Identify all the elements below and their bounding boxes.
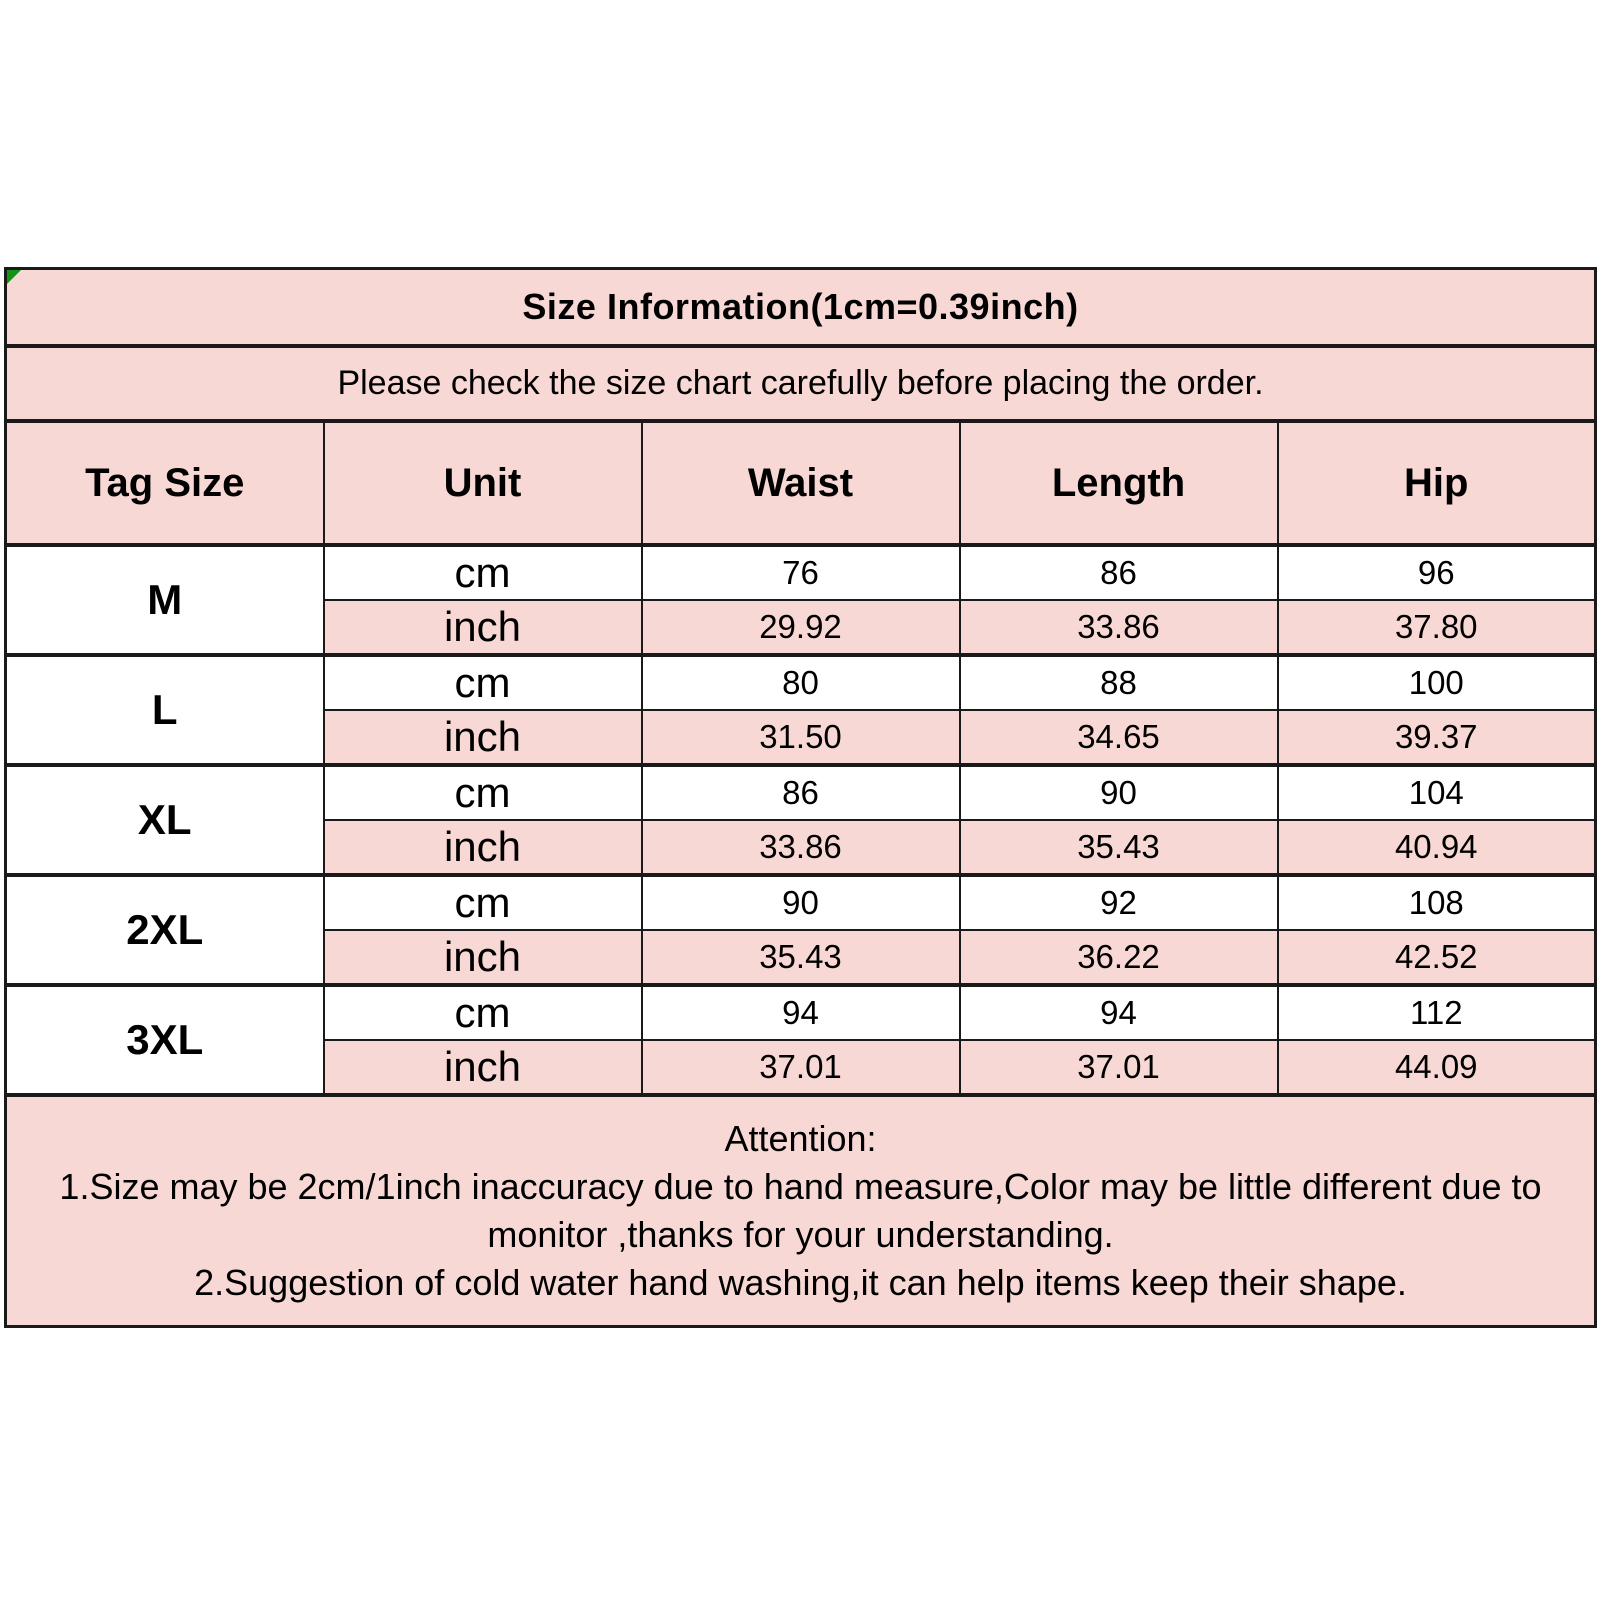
unit-inch-cell: inch: [324, 820, 642, 875]
unit-inch-cell: inch: [324, 710, 642, 765]
waist-inch-value: 37.01: [642, 1040, 960, 1095]
hip-inch-value: 39.37: [1278, 710, 1596, 765]
tag-size-cell-3xl: 3XL: [6, 985, 324, 1095]
waist-inch-value: 35.43: [642, 930, 960, 985]
col-header-hip: Hip: [1278, 421, 1596, 545]
length-inch-value: 34.65: [960, 710, 1278, 765]
length-cm-value: 86: [960, 545, 1278, 600]
unit-inch-cell: inch: [324, 600, 642, 655]
waist-inch-value: 33.86: [642, 820, 960, 875]
size-row-3xl-cm: [6, 985, 1596, 1040]
unit-cm-cell: cm: [324, 765, 642, 820]
size-row-xl-cm: [6, 765, 1596, 820]
size-chart-table: [4, 267, 1597, 1328]
header-row: [6, 421, 1596, 545]
length-inch-value: 35.43: [960, 820, 1278, 875]
attention-heading: Attention:: [724, 1118, 877, 1159]
waist-cm-value: 90: [642, 875, 960, 930]
attention-section: [6, 1095, 1596, 1327]
attention-note-1: 1.Size may be 2cm/1inch inaccuracy due to hand measure,Color may be little different due to monitor ,thanks for your understanding.: [59, 1166, 1542, 1255]
attention-note-2: 2.Suggestion of cold water hand washing,it can help items keep their shape.: [194, 1262, 1407, 1303]
col-header-waist: Waist: [642, 421, 960, 545]
col-header-tag-size: Tag Size: [6, 421, 324, 545]
green-corner-marker-icon: [7, 270, 21, 284]
length-inch-value: 37.01: [960, 1040, 1278, 1095]
hip-inch-value: 42.52: [1278, 930, 1596, 985]
hip-cm-value: 104: [1278, 765, 1596, 820]
subtitle-row: [6, 346, 1596, 421]
size-row-m-cm: [6, 545, 1596, 600]
hip-inch-value: 40.94: [1278, 820, 1596, 875]
chart-title: Size Information(1cm=0.39inch): [522, 286, 1079, 327]
title-row: [6, 269, 1596, 347]
waist-cm-value: 76: [642, 545, 960, 600]
unit-inch-cell: inch: [324, 1040, 642, 1095]
hip-cm-value: 108: [1278, 875, 1596, 930]
unit-cm-cell: cm: [324, 875, 642, 930]
size-row-l-cm: [6, 655, 1596, 710]
attention-row: [6, 1095, 1596, 1327]
unit-cm-cell: cm: [324, 545, 642, 600]
length-inch-value: 36.22: [960, 930, 1278, 985]
length-inch-value: 33.86: [960, 600, 1278, 655]
tag-size-cell-2xl: 2XL: [6, 875, 324, 985]
size-chart-container: [4, 267, 1597, 1328]
length-cm-value: 92: [960, 875, 1278, 930]
tag-size-cell-m: M: [6, 545, 324, 655]
waist-cm-value: 80: [642, 655, 960, 710]
col-header-length: Length: [960, 421, 1278, 545]
hip-cm-value: 112: [1278, 985, 1596, 1040]
waist-inch-value: 31.50: [642, 710, 960, 765]
unit-cm-cell: cm: [324, 655, 642, 710]
chart-subtitle: Please check the size chart carefully before placing the order.: [6, 346, 1596, 421]
unit-cm-cell: cm: [324, 985, 642, 1040]
unit-inch-cell: inch: [324, 930, 642, 985]
waist-cm-value: 94: [642, 985, 960, 1040]
col-header-unit: Unit: [324, 421, 642, 545]
length-cm-value: 88: [960, 655, 1278, 710]
length-cm-value: 94: [960, 985, 1278, 1040]
size-row-2xl-cm: [6, 875, 1596, 930]
hip-inch-value: 44.09: [1278, 1040, 1596, 1095]
waist-cm-value: 86: [642, 765, 960, 820]
title-cell: [6, 269, 1596, 347]
tag-size-cell-xl: XL: [6, 765, 324, 875]
hip-cm-value: 100: [1278, 655, 1596, 710]
hip-cm-value: 96: [1278, 545, 1596, 600]
waist-inch-value: 29.92: [642, 600, 960, 655]
length-cm-value: 90: [960, 765, 1278, 820]
tag-size-cell-l: L: [6, 655, 324, 765]
hip-inch-value: 37.80: [1278, 600, 1596, 655]
